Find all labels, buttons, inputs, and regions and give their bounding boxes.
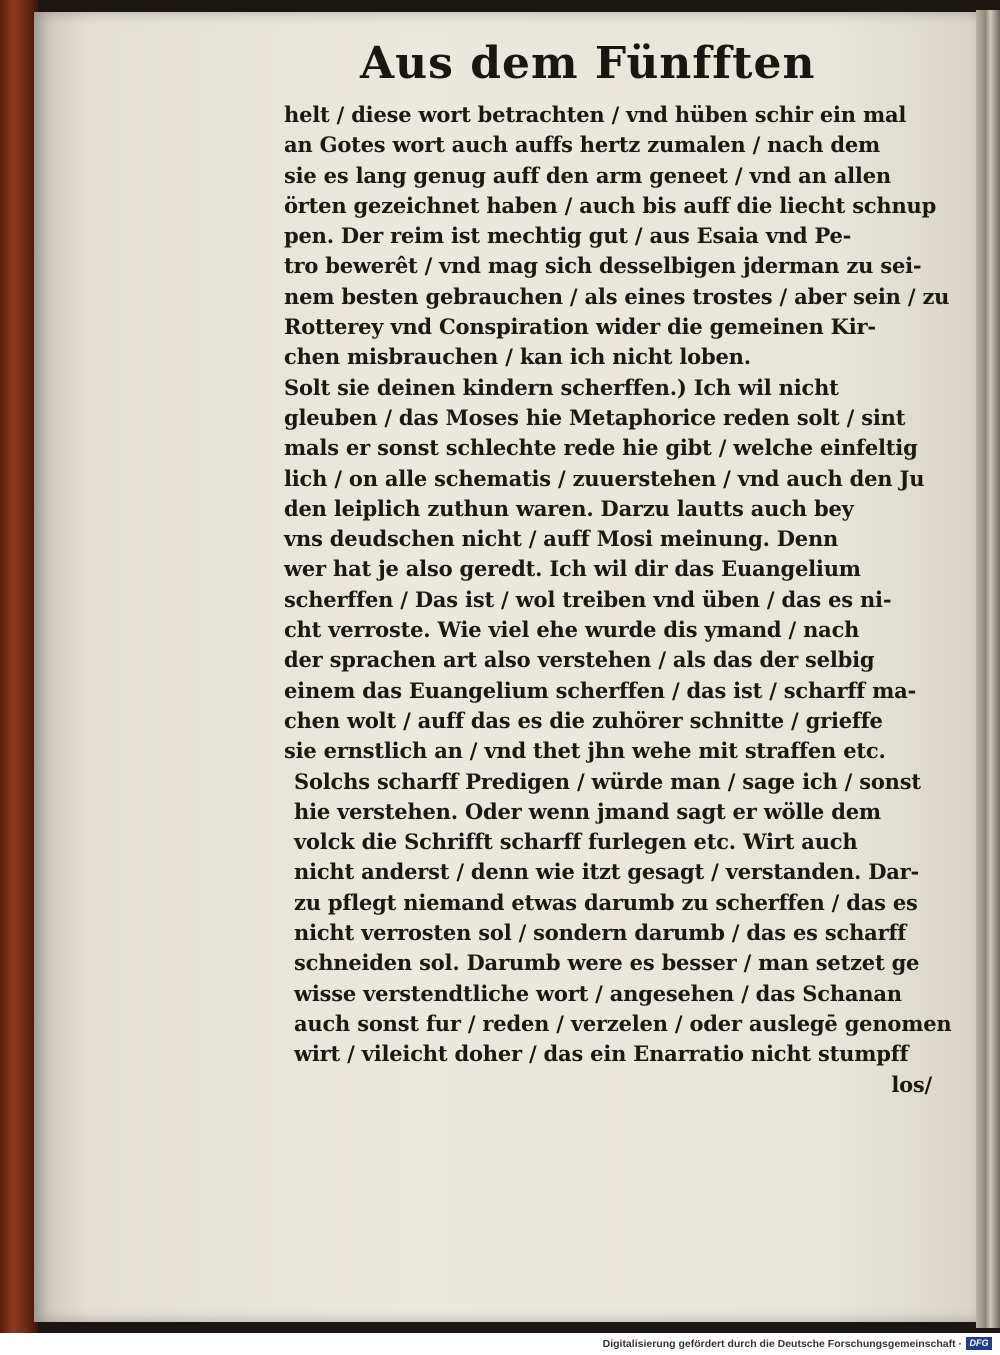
text-line: an Gotes wort auch auffs hertz zumalen / nach dem (284, 132, 881, 158)
running-head: Aus dem Fünfften (360, 38, 816, 89)
footer-credit: Digitalisierung gefördert durch die Deutsche Forschungsgemeinschaft · (602, 1338, 962, 1350)
text-line: wer hat je also geredt. Ich wil dir das Euangelium (284, 556, 861, 582)
text-line: Rotterey vnd Conspiration wider die gemeinen Kir- (284, 314, 876, 340)
catchword: los/ (891, 1071, 932, 1097)
text-line: helt / diese wort betrachten / vnd hüben schir ein mal (284, 102, 907, 127)
text-line: volck die Schrifft scharff furlegen etc. Wirt auch (294, 829, 858, 855)
text-line: schneiden sol. Darumb were es besser / man setzet ge (294, 950, 920, 976)
page-body-text (284, 100, 952, 1100)
dfg-logo-icon: DFG (966, 1337, 992, 1350)
text-line: einem das Euangelium scherffen / das ist / scharff ma- (284, 677, 917, 703)
text-line: zu pflegt niemand etwas darumb zu scherffen / das es (294, 889, 918, 915)
text-line: auch sonst fur / reden / verzelen / oder auslegē genomen (294, 1010, 952, 1036)
text-line: den leiplich zuthun waren. Darzu lautts auch bey (284, 495, 854, 521)
text-line: chen wolt / auff das es die zuhörer schnitte / grieffe (284, 707, 883, 733)
text-line: wirt / vileicht doher / das ein Enarratio nicht stumpff (294, 1041, 909, 1067)
text-line: gleuben / das Moses hie Metaphorice reden solt / sint (284, 404, 906, 430)
text-line: mals er sonst schlechte rede hie gibt / welche einfeltig (284, 435, 918, 461)
text-line: nicht verrosten sol / sondern darumb / das es scharff (294, 920, 907, 946)
text-line: Solt sie deinen kindern scherffen.) Ich wil nicht (284, 374, 839, 400)
text-line: vns deudschen nicht / auff Mosi meinung. Denn (284, 526, 839, 552)
text-line: tro bewerêt / vnd mag sich desselbigen jderman zu sei- (284, 253, 922, 279)
text-line: der sprachen art also verstehen / als das der selbig (284, 647, 875, 673)
text-line: lich / on alle schematis / zuuerstehen / vnd auch den Ju (284, 465, 925, 491)
text-line: cht verroste. Wie viel ehe wurde dis ymand / nach (284, 617, 860, 643)
text-line: chen misbrauchen / kan ich nicht loben. (284, 344, 751, 370)
text-line: nem besten gebrauchen / als eines trostes / aber sein / zu (284, 283, 950, 309)
text-line: sie es lang genug auff den arm geneet / vnd an allen (284, 162, 891, 188)
text-line: hie verstehen. Oder wenn jmand sagt er wölle dem (294, 798, 881, 824)
text-line: pen. Der reim ist mechtig gut / aus Esaia vnd Pe- (284, 223, 852, 249)
text-line: nicht anderst / denn wie itzt gesagt / verstanden. Dar- (294, 859, 920, 885)
page-stack-edge (976, 10, 1000, 1328)
text-line: Solchs scharff Predigen / würde man / sage ich / sonst (294, 768, 921, 794)
text-line: wisse verstendtliche wort / angesehen / das Schanan (294, 980, 902, 1006)
book-binding-edge (0, 0, 38, 1333)
text-line: örten gezeichnet haben / auch bis auff die liecht schnup (284, 192, 937, 218)
text-line: sie ernstlich an / vnd thet jhn wehe mit straffen etc. (284, 738, 886, 764)
digitization-footer (0, 1333, 1000, 1355)
text-line: scherffen / Das ist / wol treiben vnd üben / das es ni- (284, 586, 892, 612)
